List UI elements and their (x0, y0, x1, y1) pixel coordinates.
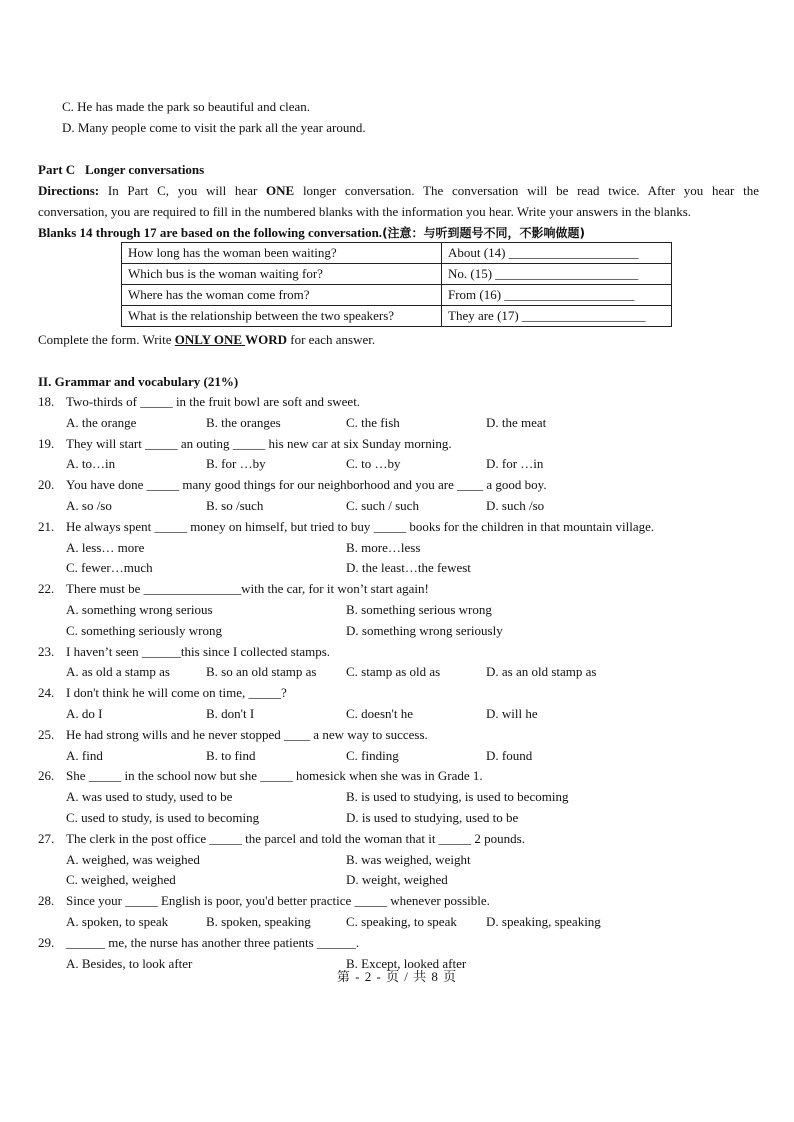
complete-only-one: ONLY ONE (174, 332, 246, 347)
answer-option[interactable]: C. the fish (346, 414, 400, 430)
question-number: 27. (38, 830, 55, 846)
table-question: Which bus is the woman waiting for? (122, 264, 442, 285)
directions-text-b: longer conversation. The conversation will be read twice. After you hear the (294, 183, 759, 198)
answer-option[interactable]: B. to find (206, 747, 256, 763)
answer-option[interactable]: B. spoken, speaking (206, 914, 311, 929)
answer-option[interactable]: D. speaking, speaking (486, 914, 601, 929)
answer-option[interactable]: B. so an old stamp as (206, 664, 317, 680)
blanks-note-text: Blanks 14 through 17 are based on the following conversation. (38, 225, 383, 240)
complete-text-d: for each answer. (287, 332, 376, 347)
table-question: How long has the woman been waiting? (122, 243, 442, 264)
blanks-note-cn: (注意：与听到题号不同，不影响做题) (382, 226, 586, 240)
answer-option[interactable]: C. used to study, is used to becoming (66, 810, 260, 825)
question-text: ______ me, the nurse has another three patients ______. (66, 934, 360, 950)
answer-option[interactable]: A. do I (66, 706, 103, 721)
answer-option[interactable]: A. less… more (66, 539, 145, 555)
prev-option-d: D. Many people come to visit the park all the year around. (62, 120, 366, 135)
question-number: 20. (38, 477, 55, 493)
complete-word: WORD (245, 332, 288, 347)
answer-option[interactable]: A. find (66, 747, 103, 763)
answer-option[interactable]: D. for …in (486, 456, 544, 472)
question-text: They will start _____ an outing _____ his new car at six Sunday morning. (66, 435, 452, 451)
question-number: 21. (38, 518, 55, 534)
answer-option[interactable]: D. found (486, 747, 533, 763)
question-text: Two-thirds of _____ in the fruit bowl are soft and sweet. (66, 394, 361, 409)
table-question: What is the relationship between the two speakers? (122, 306, 442, 327)
table-answer-blank[interactable]: No. (15) ______________________ (442, 264, 672, 285)
answer-option[interactable]: A. so /so (66, 498, 112, 513)
question-number: 29. (38, 934, 55, 950)
directions-one: ONE (266, 183, 295, 198)
answer-option[interactable]: C. something seriously wrong (66, 622, 222, 638)
table-row (122, 243, 672, 264)
table-answer-blank[interactable]: They are (17) ___________________ (442, 306, 672, 327)
question-text: The clerk in the post office _____ the parcel and told the woman that it _____ 2 pounds. (66, 830, 525, 846)
answer-option[interactable]: D. such /so (486, 498, 545, 513)
answer-option[interactable]: C. finding (346, 747, 399, 763)
answer-option[interactable]: A. to…in (66, 456, 116, 472)
question-number: 19. (38, 435, 55, 451)
question-number: 23. (38, 643, 55, 659)
table-row (122, 285, 672, 306)
answer-option[interactable]: B. don't I (206, 706, 255, 721)
answer-option[interactable]: C. to …by (346, 456, 401, 472)
question-number: 26. (38, 768, 55, 784)
answer-option[interactable]: B. so /such (206, 498, 264, 513)
prev-option-c: C. He has made the park so beautiful and clean. (62, 99, 310, 114)
section-2-title: II. Grammar and vocabulary (21%) (38, 374, 239, 389)
complete-instruction (38, 332, 375, 348)
directions-label: Directions: (38, 183, 100, 198)
part-c-title: Longer conversations (84, 162, 205, 177)
answer-option[interactable]: B. for …by (206, 456, 266, 472)
answer-option[interactable]: A. as old a stamp as (66, 664, 170, 680)
answer-option[interactable]: B. something serious wrong (346, 602, 492, 617)
answer-option[interactable]: C. fewer…much (66, 560, 153, 576)
answer-option[interactable]: A. spoken, to speak (66, 914, 169, 929)
answer-option[interactable]: B. Except, looked after (346, 955, 467, 971)
question-number: 28. (38, 893, 55, 909)
table-row (122, 306, 672, 327)
table-answer-blank[interactable]: About (14) ____________________ (442, 243, 672, 264)
directions-text-a: In Part C, you will hear (99, 183, 267, 198)
question-text: There must be _______________with the car, for it won’t start again! (66, 581, 429, 597)
part-c-heading (38, 162, 204, 178)
conversation-table (121, 242, 672, 327)
question-text: I don't think he will come on time, _____? (66, 685, 287, 701)
answer-option[interactable]: D. the meat (486, 414, 547, 430)
answer-option[interactable]: A. was used to study, used to be (66, 789, 233, 805)
answer-option[interactable]: B. more…less (346, 539, 421, 555)
answer-option[interactable]: C. weighed, weighed (66, 872, 176, 888)
answer-option[interactable]: D. as an old stamp as (486, 664, 597, 680)
answer-option[interactable]: C. stamp as old as (346, 664, 441, 680)
answer-option[interactable]: B. is used to studying, is used to becoming (346, 789, 569, 805)
question-text: He always spent _____ money on himself, but tried to buy _____ books for the children in that mountain village. (66, 518, 655, 534)
answer-option[interactable]: A. the orange (66, 414, 137, 430)
answer-option[interactable]: B. was weighed, weight (346, 851, 471, 867)
blanks-note (38, 225, 585, 241)
question-number: 24. (38, 685, 55, 701)
question-text: You have done _____ many good things for our neighborhood and you are ____ a good boy. (66, 477, 547, 493)
question-text: I haven’t seen ______this since I collected stamps. (66, 643, 331, 659)
page-footer: 第 - 2 - 页 / 共 8 页 (336, 969, 458, 984)
question-number: 22. (38, 581, 55, 597)
directions-line-2: conversation, you are required to fill in the numbered blanks with the information you hear. Write your answers in the blanks. (38, 204, 692, 219)
directions-line-1 (38, 183, 759, 199)
answer-option[interactable]: D. weight, weighed (346, 872, 448, 888)
answer-option[interactable]: C. speaking, to speak (346, 914, 457, 929)
answer-option[interactable]: C. doesn't he (346, 706, 413, 721)
answer-option[interactable]: A. something wrong serious (66, 602, 213, 617)
part-c-label: Part C (38, 162, 76, 177)
answer-option[interactable]: B. the oranges (206, 414, 281, 430)
question-text: He had strong wills and he never stopped ____ a new way to success. (66, 726, 428, 742)
table-question: Where has the woman come from? (122, 285, 442, 306)
table-answer-blank[interactable]: From (16) ____________________ (442, 285, 672, 306)
question-text: Since your _____ English is poor, you'd better practice _____ whenever possible. (66, 893, 490, 909)
answer-option[interactable]: D. the least…the fewest (346, 560, 471, 576)
answer-option[interactable]: D. something wrong seriously (346, 622, 503, 638)
answer-option[interactable]: A. Besides, to look after (66, 955, 193, 971)
question-number: 25. (38, 726, 55, 742)
answer-option[interactable]: D. is used to studying, used to be (346, 810, 519, 825)
answer-option[interactable]: C. such / such (346, 498, 419, 513)
table-row (122, 264, 672, 285)
question-number: 18. (38, 394, 55, 409)
question-text: She _____ in the school now but she _____ homesick when she was in Grade 1. (66, 768, 483, 784)
complete-text-a: Complete the form. Write (38, 332, 175, 347)
answer-option[interactable]: D. will he (486, 706, 538, 721)
answer-option[interactable]: A. weighed, was weighed (66, 851, 200, 867)
